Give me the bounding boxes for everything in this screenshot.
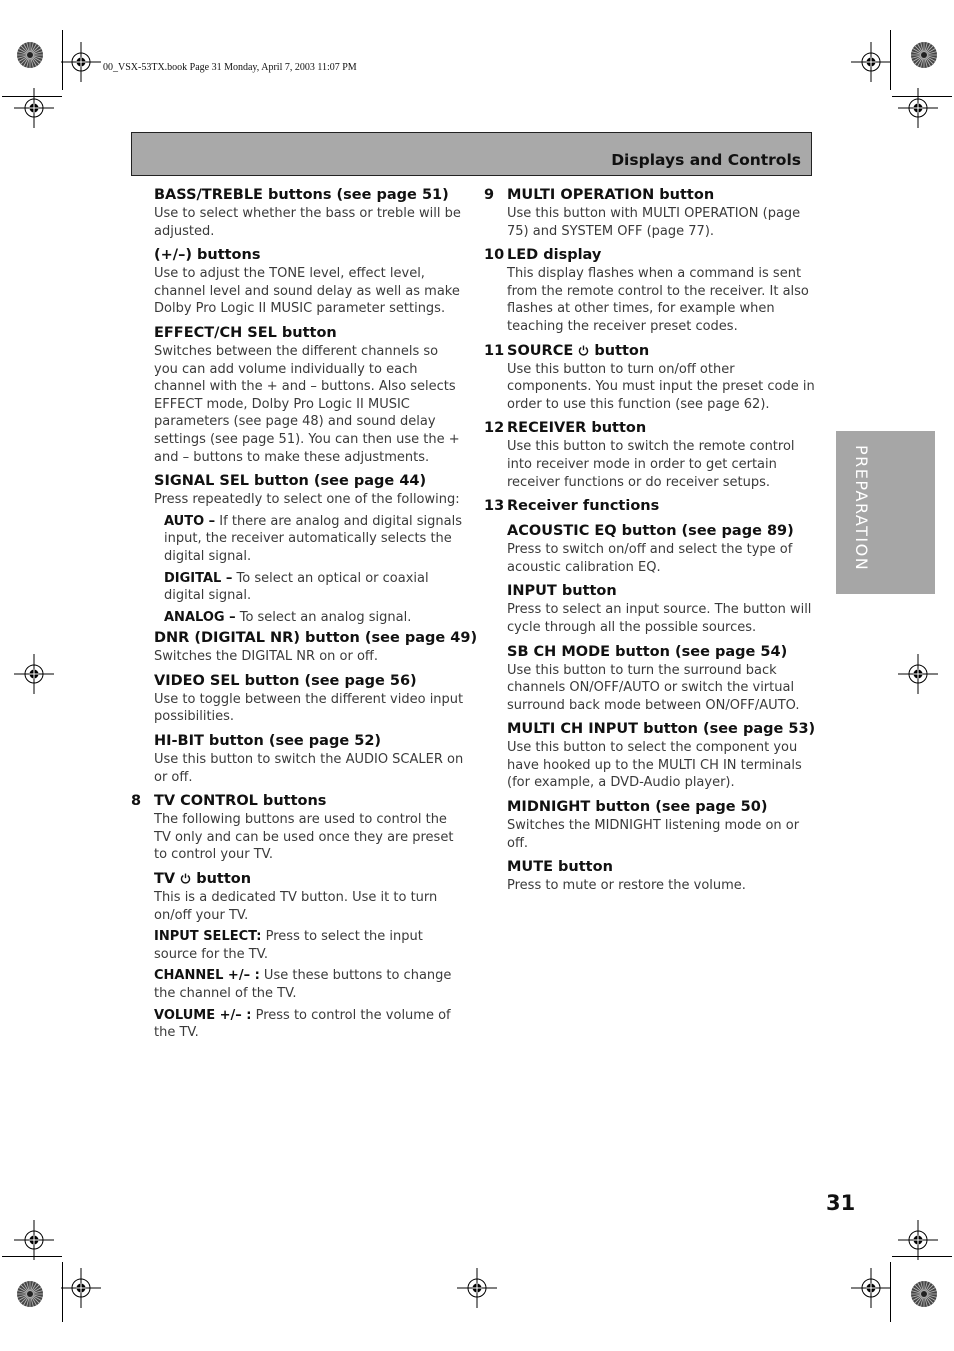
multi-ch-input-heading: MULTI CH INPUT button (see page 53) — [507, 721, 816, 738]
color-wheel-icon — [16, 1280, 44, 1308]
digital-label: DIGITAL – — [164, 570, 233, 586]
registration-mark-icon — [14, 654, 54, 694]
signal-sel-digital — [164, 570, 464, 605]
registration-mark-icon — [457, 1268, 497, 1308]
bass-treble-text: Use to select whether the bass or treble will be adjusted. — [154, 206, 461, 239]
section-title: Displays and Controls — [611, 151, 801, 169]
volume-label: VOLUME +/– : — [154, 1007, 252, 1023]
source-heading — [484, 342, 819, 361]
acoustic-eq-text: Press to switch on/off and select the type of acoustic calibration EQ. — [507, 542, 793, 575]
tv-control-heading — [131, 792, 464, 811]
side-tab-label: PREPARATION — [852, 445, 871, 572]
registration-mark-icon — [61, 42, 101, 82]
registration-mark-icon — [898, 1220, 938, 1260]
registration-mark-icon — [14, 88, 54, 128]
channel-label: CHANNEL +/– : — [154, 968, 260, 984]
signal-sel-heading: SIGNAL SEL button (see page 44) — [154, 473, 427, 490]
acoustic-eq-heading: ACOUSTIC EQ button (see page 89) — [507, 523, 794, 540]
item-number-8: 8 — [131, 793, 142, 810]
led-display-heading-text: LED display — [507, 247, 602, 264]
multi-operation-text: Use this button with MULTI OPERATION (page 75) and SYSTEM OFF (page 77). — [507, 206, 801, 239]
source-heading-pre: SOURCE — [507, 342, 579, 359]
receiver-heading-text: RECEIVER button — [507, 420, 647, 437]
plus-minus-heading: (+/–) buttons — [154, 247, 261, 264]
registration-mark-icon — [14, 1220, 54, 1260]
registration-mark-icon — [851, 1268, 891, 1308]
receiver-functions-heading-text: Receiver functions — [507, 498, 660, 515]
midnight-heading: MIDNIGHT button (see page 50) — [507, 799, 768, 816]
item-number-13: 13 — [484, 498, 505, 515]
volume-text: Press to control the volume of the TV. — [154, 1007, 451, 1041]
analog-label: ANALOG – — [164, 609, 236, 625]
mute-text: Press to mute or restore the volume. — [507, 878, 746, 894]
multi-operation-heading-text: MULTI OPERATION button — [507, 187, 715, 203]
power-icon — [180, 873, 191, 884]
item-number-10: 10 — [484, 247, 505, 264]
item-number-9: 9 — [484, 187, 495, 203]
tv-power-heading-post: button — [191, 871, 252, 888]
item-number-11: 11 — [484, 342, 505, 359]
tv-control-text: The following buttons are used to control the TV only and can be used once they are preset to control your TV. — [154, 812, 454, 863]
power-icon — [578, 345, 589, 356]
auto-text: If there are analog and digital signals input, the receiver automatically selects the digital signal. — [164, 513, 463, 564]
source-heading-post: button — [589, 342, 650, 359]
led-display-text: This display flashes when a command is sent from the remote control to the receiver. It also flashes at other times, for example when teaching the receiver preset codes. — [507, 266, 809, 334]
item-number-12: 12 — [484, 420, 505, 437]
digital-text: To select an optical or coaxial digital signal. — [164, 570, 429, 604]
registration-mark-icon — [851, 42, 891, 82]
input-select-label: INPUT SELECT: — [154, 929, 262, 945]
tv-control-heading-text: TV CONTROL buttons — [154, 793, 327, 810]
sb-ch-mode-heading: SB CH MODE button (see page 54) — [507, 643, 788, 660]
multi-ch-input-text: Use this button to select the component you have hooked up to the MULTI CH IN terminals (for example, a DVD-Audio player). — [507, 740, 802, 791]
video-sel-heading: VIDEO SEL button (see page 56) — [154, 672, 417, 689]
dnr-text: Switches the DIGITAL NR on or off. — [154, 649, 378, 665]
file-header: 00_VSX-53TX.book Page 31 Monday, April 7, 2003 11:07 PM — [103, 62, 357, 73]
hi-bit-heading: HI-BIT button (see page 52) — [154, 733, 382, 750]
color-wheel-icon — [16, 41, 44, 69]
effect-ch-sel-heading: EFFECT/CH SEL button — [154, 324, 337, 341]
video-sel-text: Use to toggle between the different video input possibilities. — [154, 691, 464, 725]
bass-treble-heading: BASS/TREBLE buttons (see page 51) — [154, 187, 449, 203]
receiver-text: Use this button to switch the remote control into receiver mode in order to get certain receiver functions or do receiver setups. — [507, 439, 795, 490]
tv-power-heading — [154, 870, 464, 889]
analog-text: To select an analog signal. — [235, 609, 412, 625]
led-display-heading — [484, 246, 819, 265]
multi-operation-heading — [484, 186, 819, 205]
page-number: 31 — [826, 1191, 856, 1215]
auto-label: AUTO – — [164, 513, 216, 529]
registration-mark-icon — [898, 654, 938, 694]
signal-sel-auto — [164, 513, 464, 566]
signal-sel-text: Press repeatedly to select one of the following: — [154, 492, 460, 508]
input-heading: INPUT button — [507, 583, 617, 600]
channel-item — [154, 967, 464, 1002]
plus-minus-text: Use to adjust the TONE level, effect level, channel level and sound delay as well as make Dolby Pro Logic II MUSIC parameter settings. — [154, 266, 460, 317]
registration-mark-icon — [61, 1268, 101, 1308]
left-column — [131, 186, 478, 1042]
right-column — [484, 186, 819, 895]
section-header-bar — [131, 132, 812, 176]
color-wheel-icon — [910, 1280, 938, 1308]
input-text: Press to select an input source. The button will cycle through all the possible sources. — [507, 602, 812, 635]
dnr-heading: DNR (DIGITAL NR) button (see page 49) — [154, 630, 478, 647]
effect-ch-sel-text: Switches between the different channels so you can add volume individually to each channel with the + and – buttons. Also selects EFFECT mode, Dolby Pro Logic II MUSIC parameters (see page 48) and sound delay settings (see page 51). You can then use the + and – buttons to make these adjustments. — [154, 343, 460, 465]
midnight-text: Switches the MIDNIGHT listening mode on or off. — [507, 818, 800, 851]
input-select-text: Press to select the input source for the TV. — [154, 929, 423, 962]
registration-mark-icon — [898, 88, 938, 128]
mute-heading: MUTE button — [507, 859, 613, 876]
signal-sel-analog — [164, 609, 464, 627]
source-text: Use this button to turn on/off other components. You must input the preset code in order to use this function (see page 62). — [507, 361, 815, 412]
receiver-functions-heading — [484, 497, 819, 516]
input-select-item — [154, 928, 464, 963]
hi-bit-text: Use this button to switch the AUDIO SCALER on or off. — [154, 752, 464, 785]
channel-text: Use these buttons to change the channel of the TV. — [154, 968, 452, 1001]
receiver-heading — [484, 419, 819, 438]
tv-power-text: This is a dedicated TV button. Use it to turn on/off your TV. — [154, 890, 438, 923]
sb-ch-mode-text: Use this button to turn the surround back channels ON/OFF/AUTO or switch the virtual surround back mode between ON/OFF/AUTO. — [507, 662, 800, 713]
side-tab — [836, 431, 935, 594]
color-wheel-icon — [910, 41, 938, 69]
volume-item — [154, 1007, 464, 1042]
tv-power-heading-pre: TV — [154, 871, 181, 888]
